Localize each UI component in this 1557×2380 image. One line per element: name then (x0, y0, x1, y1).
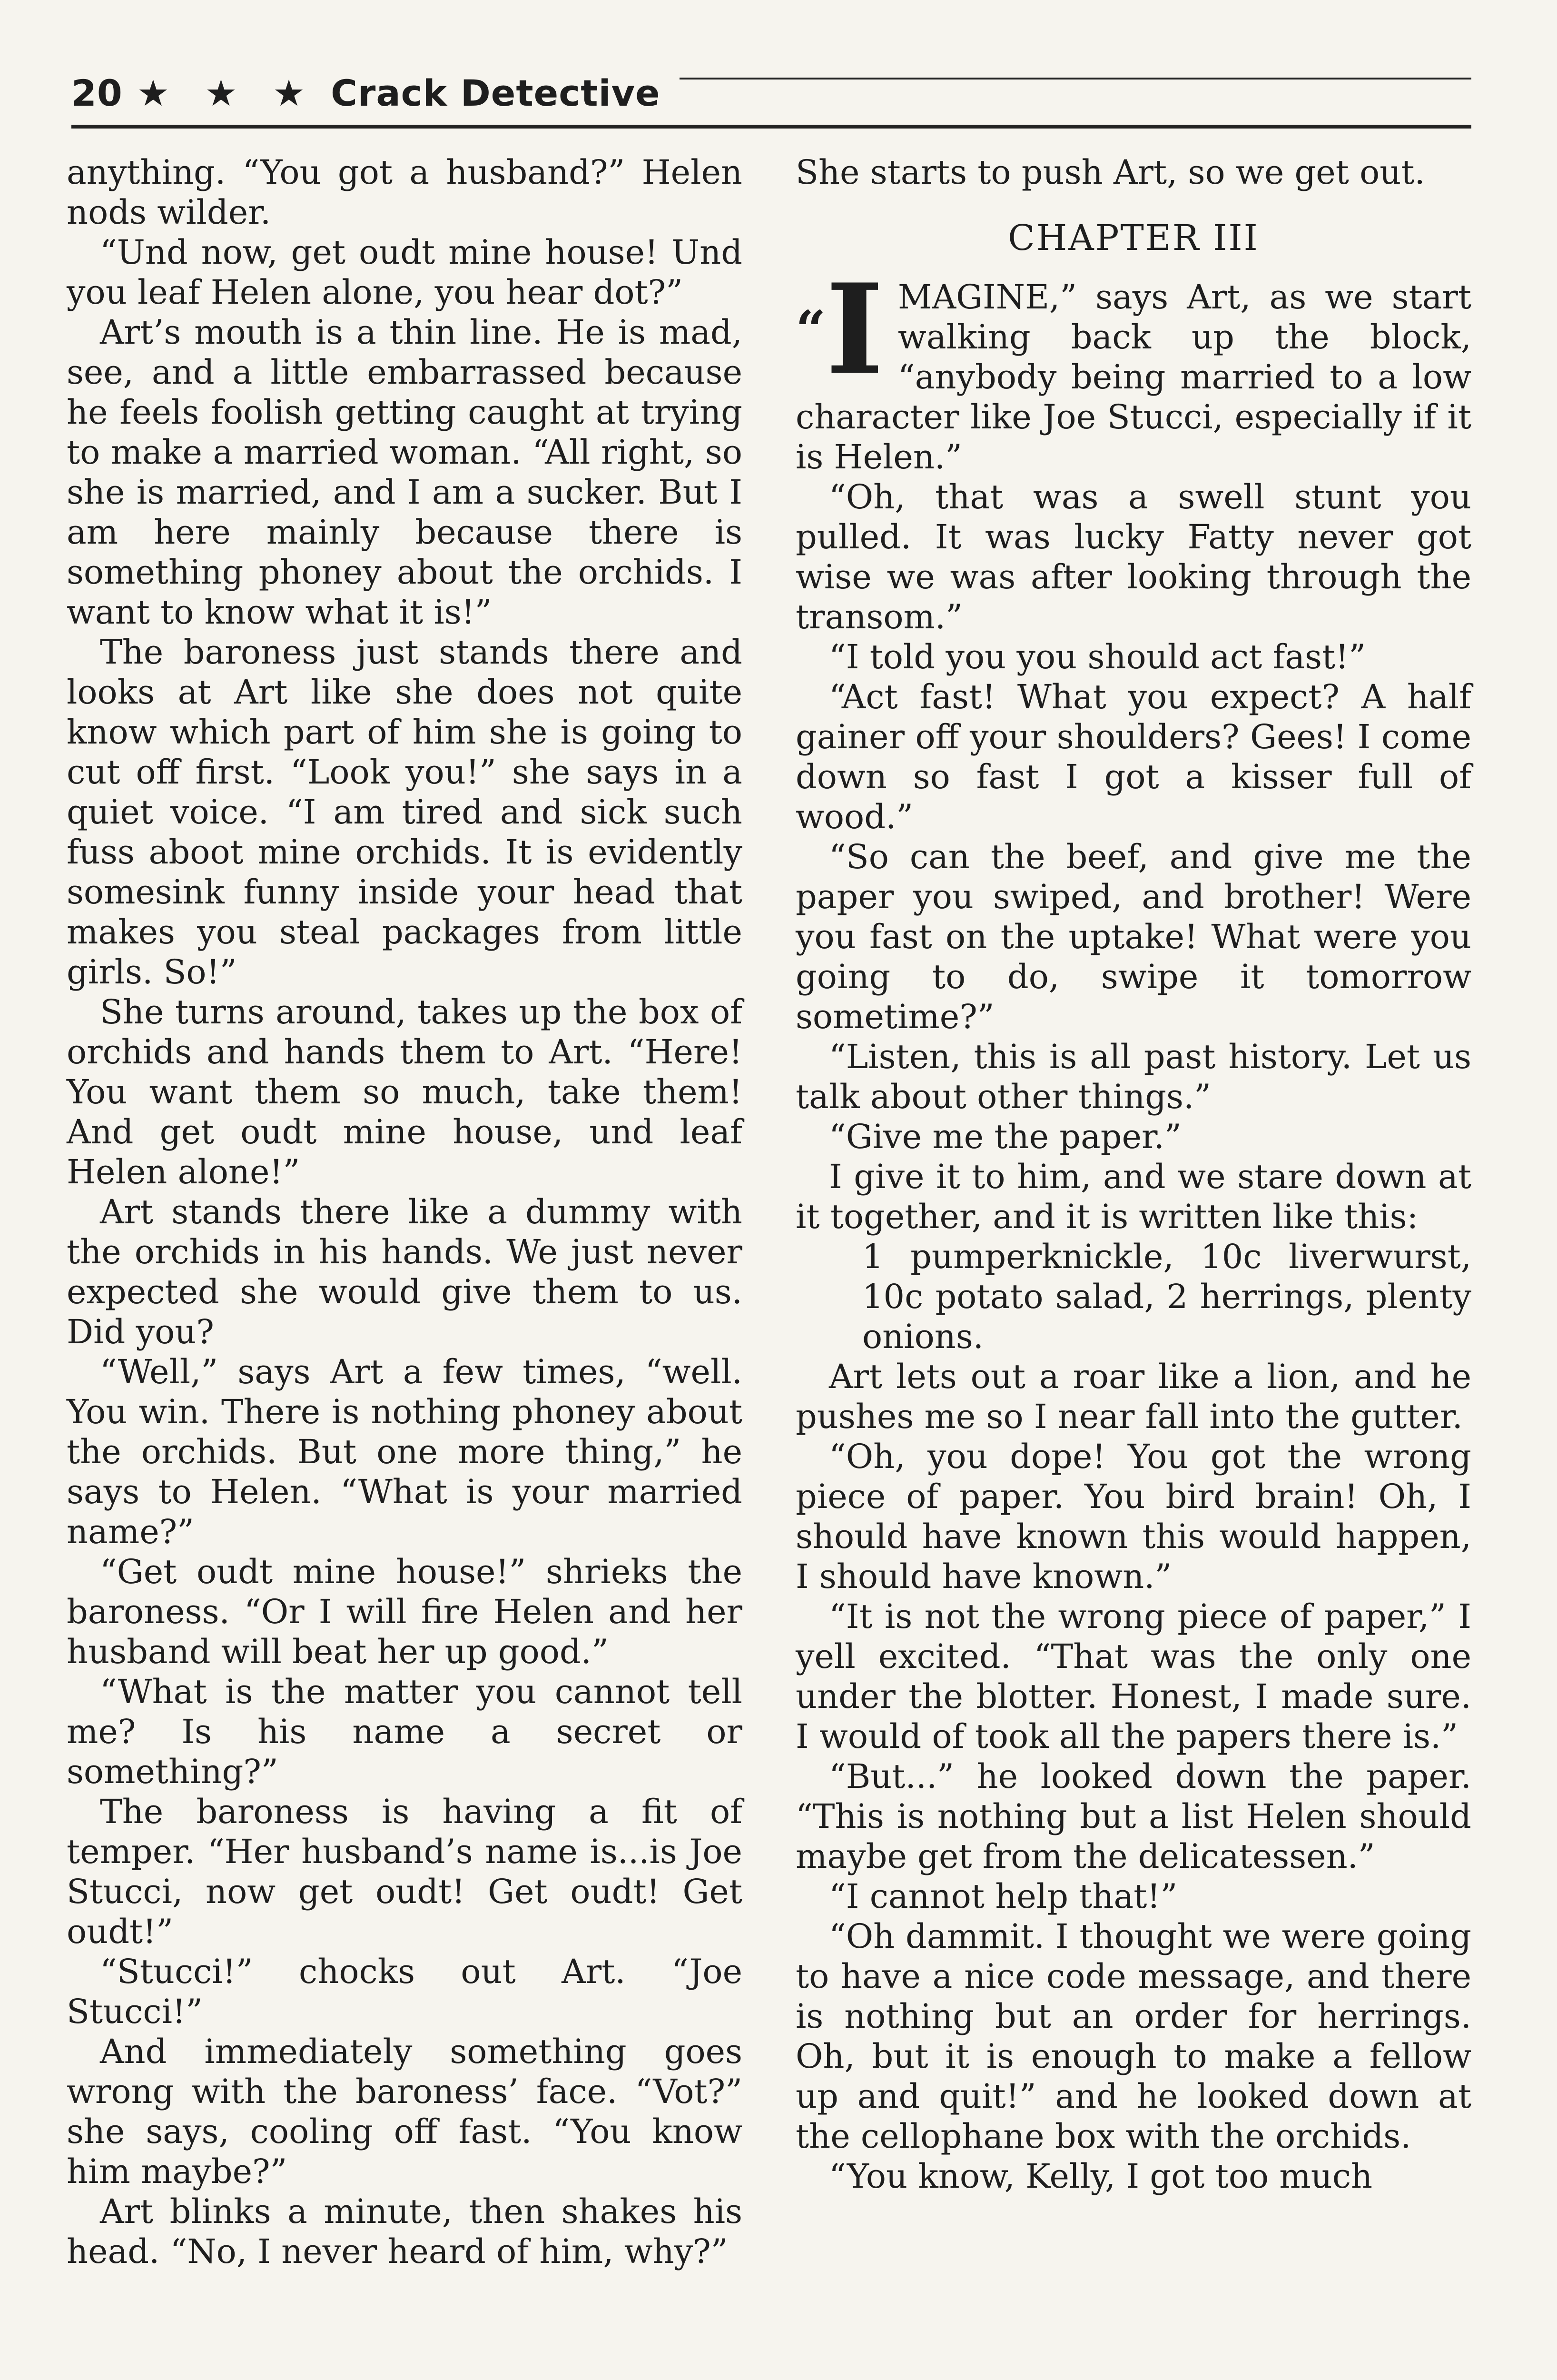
paragraph-group-a (796, 477, 1471, 1237)
paragraph: “Stucci!” chocks out Art. “Joe Stucci!” (67, 1952, 742, 2031)
paragraph: “I told you you should act fast!” (829, 637, 1366, 676)
drop-cap (796, 257, 884, 402)
paragraph: The baroness just stands there and looks at Art like she does not quite know which part of him she is going to cut off first. “Look you!” she says in a quiet voice. “I am tired and sick such fuss aboot mine orchids. It is evidently somesink funny inside your head that makes you steal packages from little girls. So!” (67, 633, 742, 992)
paragraph: I give it to him, and we stare down at it together, and it is written like this: (796, 1157, 1471, 1236)
page-number: 20 (71, 71, 123, 114)
magazine-title: Crack Detective (331, 71, 660, 114)
paragraph: “You know, Kelly, I got too much (829, 2157, 1373, 2196)
paragraph: Art’s mouth is a thin line. He is mad, see, and a little embarrassed because he feels foolish getting caught at trying to make a married woman. “All right, so she is married, and I am a sucker. But I am here mainly because there is something phoney about the orchids. I want to know what it is!” (67, 313, 742, 632)
paragraph: “Oh dammit. I thought we were going to have a nice code message, and there is nothing but an order for herrings. Oh, but it is enough to make a fellow up and quit!” and he looked down at the cellophane box with the orchids. (796, 1917, 1471, 2156)
paragraph: She turns around, takes up the box of orchids and hands them to Art. “Here! You want them so much, take them! And get oudt mine house, und leaf Helen alone!” (67, 992, 742, 1191)
paragraph: Art blinks a minute, then shakes his head. “No, I never heard of him, why?” (67, 2192, 742, 2271)
paragraph: The baroness is having a fit of temper. “Her husband’s name is...is Joe Stucci, now get oudt! Get oudt! Get oudt!” (67, 1792, 742, 1951)
header-underline (71, 125, 1471, 129)
chapter-heading: CHAPTER III (1008, 218, 1259, 258)
paragraph: Art stands there like a dummy with the orchids in his hands. We just never expected she would give them to us. Did you? (67, 1192, 742, 1351)
drop-cap-paragraph (796, 257, 1471, 477)
paragraph: “Give me the paper.” (829, 1117, 1182, 1156)
paragraph: “Get oudt mine house!” shrieks the baroness. “Or I will fire Helen and her husband will beat her up good.” (67, 1552, 742, 1671)
paragraph: “But...” he looked down the paper. “This is nothing but a list Helen should maybe get from the delicatessen.” (796, 1757, 1471, 1876)
paragraph: anything. “You got a husband?” Helen nods wilder. (67, 153, 742, 232)
paragraph: And immediately something goes wrong with the baroness’ face. “Vot?” she says, cooling off fast. “You know him maybe?” (67, 2032, 742, 2191)
header-rule (680, 78, 1471, 79)
paragraph: “I cannot help that!” (829, 1877, 1178, 1916)
grocery-note: 1 pumperknickle, 10c liverwurst, 10c potato salad, 2 herrings, plenty onions. (862, 1237, 1471, 1356)
paragraph: “So can the beef, and give me the paper you swiped, and brother! Were you fast on the uptake! What were you going to do, swipe it tomorrow sometime?” (796, 837, 1471, 1036)
paragraph: “Well,” says Art a few times, “well. You win. There is nothing phoney about the orchids. But one more thing,” he says to Helen. “What is your married name?” (67, 1352, 742, 1551)
right-column (796, 152, 1471, 2196)
left-column (67, 152, 742, 2271)
paragraph: “Oh, that was a swell stunt you pulled. It was lucky Fatty never got wise we was after looking through the transom.” (796, 477, 1471, 636)
paragraph: “What is the matter you cannot tell me? Is his name a secret or something?” (67, 1672, 742, 1791)
paragraph-group-b (796, 1357, 1471, 2196)
paragraph: “Und now, get oudt mine house! Und you leaf Helen alone, you hear dot?” (67, 233, 742, 312)
paragraph: “Listen, this is all past history. Let us talk about other things.” (796, 1037, 1471, 1116)
drop-cap-text: MAGINE,” says Art, as we start walking back up the block, “anybody being married to a low character like Joe Stucci, especially if it is Helen.” (796, 278, 1471, 476)
paragraph: “It is not the wrong piece of paper,” I yell excited. “That was the only one under the blotter. Honest, I made sure. I would of took all the papers there is.” (796, 1597, 1471, 1756)
paragraph: “Act fast! What you expect? A half gainer off your shoulders? Gees! I come down so fast I got a kisser full of wood.” (796, 677, 1471, 836)
paragraph: “Oh, you dope! You got the wrong piece of paper. You bird brain! Oh, I should have known this would happen, I should have known.” (796, 1437, 1471, 1596)
paragraph: Art lets out a roar like a lion, and he pushes me so I near fall into the gutter. (796, 1357, 1471, 1436)
drop-quote: “ (796, 299, 826, 360)
page-header (71, 62, 1471, 124)
star-icons: ★ ★ ★ (137, 71, 317, 114)
paragraph: She starts to push Art, so we get out. (796, 153, 1425, 192)
drop-letter: I (826, 257, 884, 402)
